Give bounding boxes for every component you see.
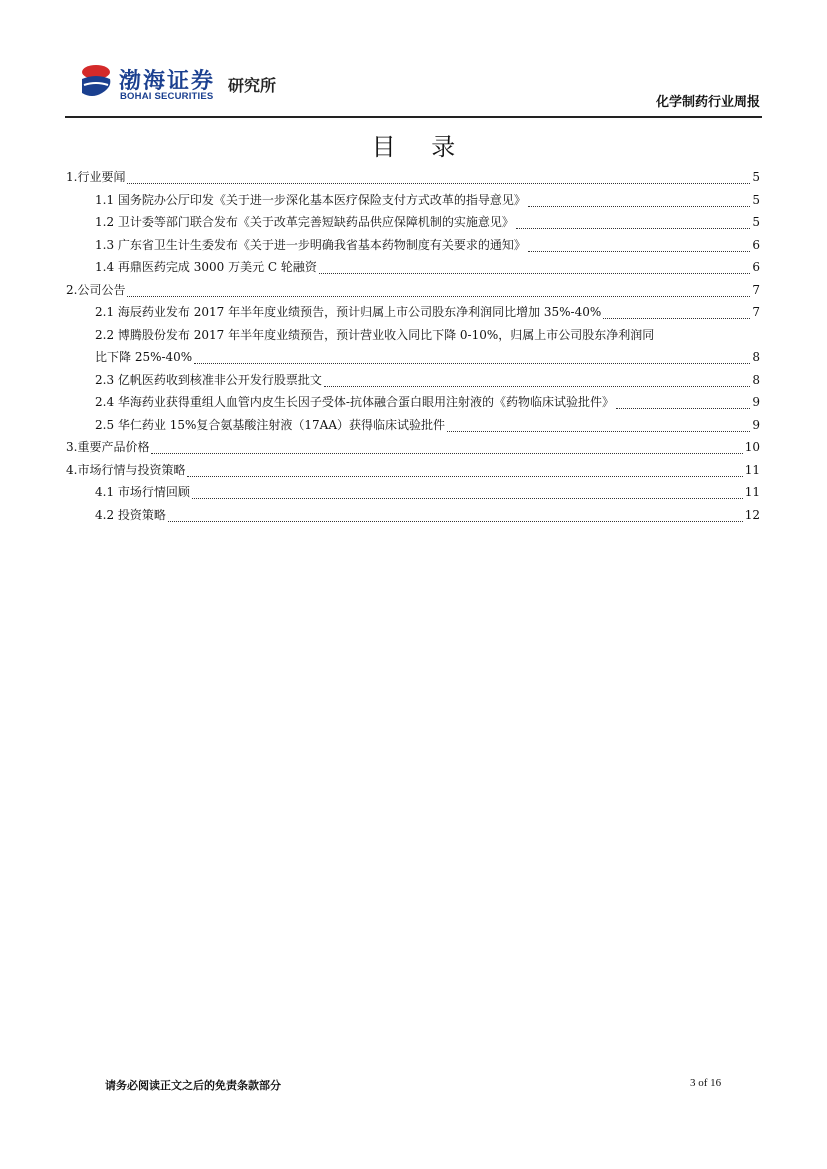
toc-leader	[603, 309, 750, 319]
header-divider	[65, 116, 762, 118]
page-header	[65, 55, 762, 117]
institute-label: 研究所	[228, 76, 277, 95]
toc-entry[interactable]	[66, 391, 760, 414]
toc-entry-label-line2: 比下降 25%-40%	[95, 350, 193, 364]
toc-leader	[127, 174, 750, 184]
toc-entry-label: 1.4 再鼎医药完成 3000 万美元 C 轮融资	[95, 260, 317, 274]
toc-entry-label-line1: 2.2 博腾股份发布 2017 年半年度业绩预告，预计营业收入同比下降 0-10%，归属上市公司股东净利润同	[95, 327, 655, 342]
toc-entry-page: 6	[752, 237, 760, 252]
toc-entry[interactable]	[66, 234, 760, 257]
toc-entry-label: 2.1 海辰药业发布 2017 年半年度业绩预告，预计归属上市公司股东净利润同比增加 35%-40%	[95, 305, 602, 319]
toc-leader	[616, 399, 750, 409]
toc-entry-label: 1.3 广东省卫生计生委发布《关于进一步明确我省基本药物制度有关要求的通知》	[95, 237, 526, 252]
logo-chinese-name: 渤海证券	[119, 69, 216, 94]
toc-entry-label: 2.3 亿帆医药收到核准非公开发行股票批文	[95, 372, 322, 387]
toc-entry[interactable]	[66, 324, 760, 369]
toc-entry[interactable]	[66, 436, 760, 459]
logo-english-name: BOHAI SECURITIES	[120, 91, 214, 102]
toc-leader	[516, 219, 750, 229]
toc-entry-page: 7	[752, 305, 760, 319]
toc-leader	[151, 444, 742, 454]
toc-entry-page: 9	[752, 417, 760, 432]
disclaimer-note: 请务必阅读正文之后的免责条款部分	[105, 1079, 281, 1092]
toc-entry[interactable]	[66, 166, 760, 189]
page-number: 3 of 16	[690, 1077, 722, 1089]
toc-leader	[528, 197, 750, 207]
toc-leader	[194, 354, 750, 364]
toc-entry[interactable]	[66, 189, 760, 212]
toc-entry-page: 5	[752, 215, 760, 229]
toc-entry-label: 2.公司公告	[66, 282, 126, 297]
toc-title: 目 录	[371, 133, 470, 161]
toc-leader	[319, 264, 750, 274]
toc-entry-label: 4.2 投资策略	[95, 507, 166, 522]
toc-entry-page: 6	[752, 260, 760, 274]
toc-entry-label: 2.5 华仁药业 15%复合氨基酸注射液（17AA）获得临床试验批件	[95, 417, 445, 432]
toc-leader	[447, 422, 750, 432]
toc-entry-label: 2.4 华海药业获得重组人血管内皮生长因子受体-抗体融合蛋白眼用注射液的《药物临床试验批件》	[95, 395, 614, 409]
toc-entry-label: 4.1 市场行情回顾	[95, 485, 190, 499]
toc-leader	[324, 377, 750, 387]
bohai-logo-icon	[78, 63, 114, 101]
toc-entry-label: 3.重要产品价格	[66, 440, 150, 454]
toc-leader	[192, 489, 743, 499]
toc-entry-label: 1.行业要闻	[66, 170, 126, 184]
toc-entry[interactable]	[66, 504, 760, 527]
toc-entry-label: 1.1 国务院办公厅印发《关于进一步深化基本医疗保险支付方式改革的指导意见》	[95, 192, 526, 207]
toc-entry-page: 5	[752, 192, 760, 207]
toc-entry-page: 11	[744, 462, 760, 477]
toc-entry-page: 7	[752, 282, 760, 297]
toc-entry-page: 8	[752, 372, 760, 387]
toc-entry-label: 4.市场行情与投资策略	[66, 462, 186, 477]
toc-entry-page: 8	[752, 350, 760, 364]
toc-entry[interactable]	[66, 459, 760, 482]
toc-leader	[127, 287, 750, 297]
toc-entry[interactable]	[66, 369, 760, 392]
toc-entry[interactable]	[66, 301, 760, 324]
toc-leader	[528, 242, 750, 252]
toc-entry-page: 10	[744, 440, 760, 454]
table-of-contents	[66, 166, 760, 526]
toc-entry-page: 12	[744, 507, 760, 522]
toc-entry-page: 5	[752, 170, 760, 184]
toc-leader	[168, 512, 743, 522]
report-type: 化学制药行业周报	[655, 95, 760, 110]
toc-entry[interactable]	[66, 414, 760, 437]
toc-leader	[187, 467, 742, 477]
toc-entry[interactable]	[66, 481, 760, 504]
toc-entry[interactable]	[66, 279, 760, 302]
toc-entry-page: 9	[752, 395, 760, 409]
toc-entry[interactable]	[66, 211, 760, 234]
toc-entry-page: 11	[744, 485, 760, 499]
toc-entry-label: 1.2 卫计委等部门联合发布《关于改革完善短缺药品供应保障机制的实施意见》	[95, 215, 514, 229]
toc-entry[interactable]	[66, 256, 760, 279]
